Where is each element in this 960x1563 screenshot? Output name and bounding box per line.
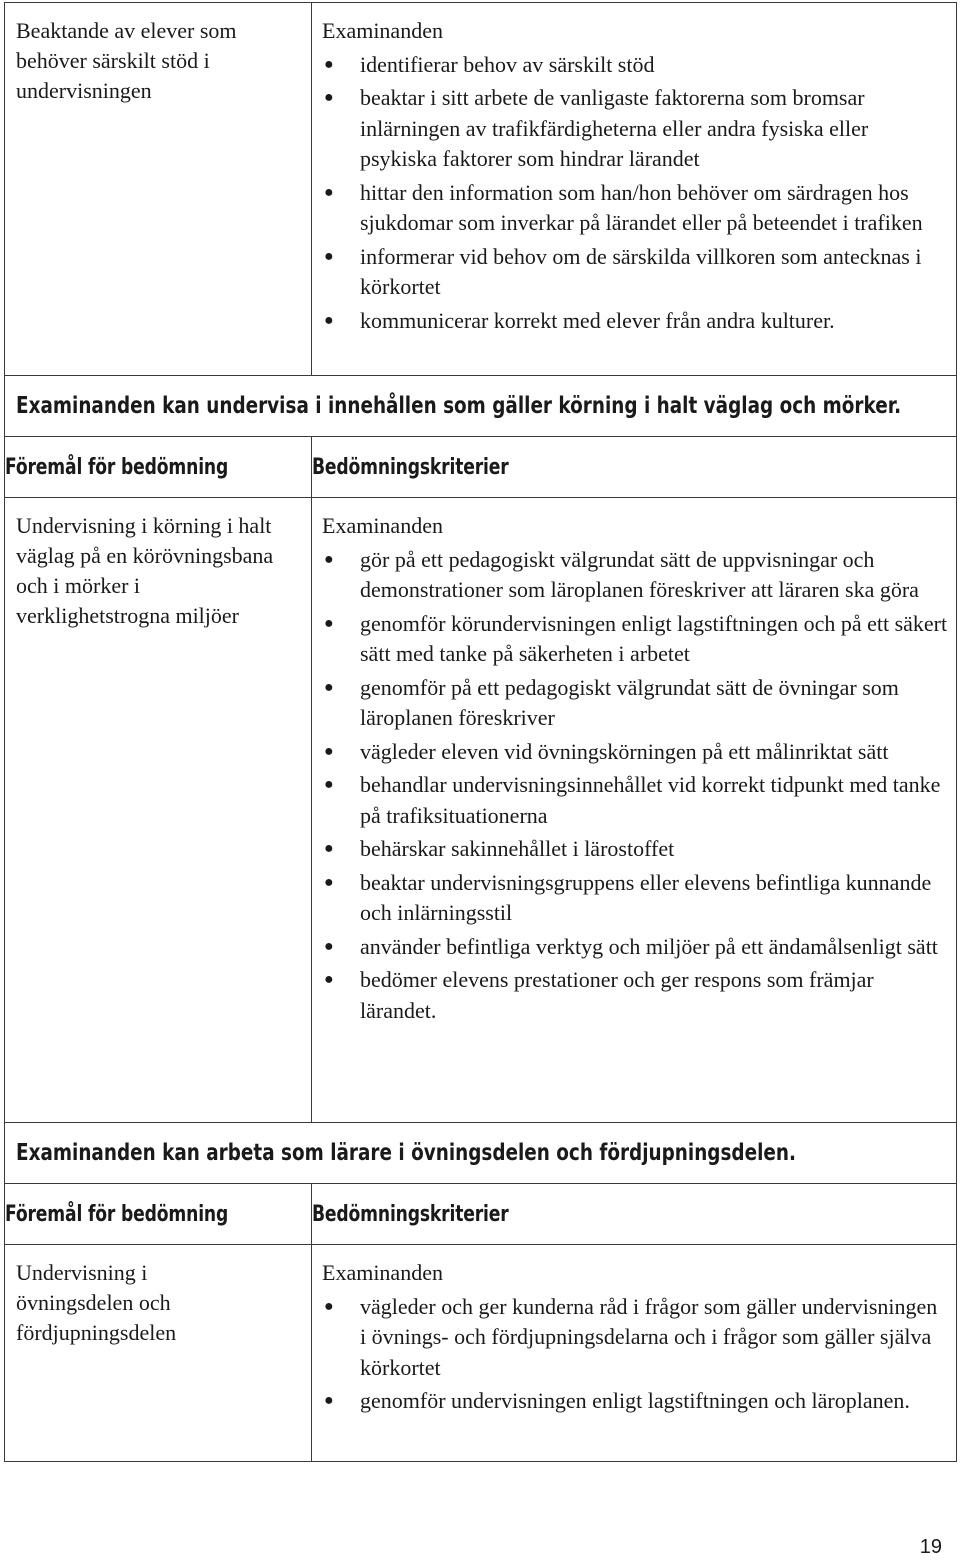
bullet-icon: ● <box>324 55 334 73</box>
bullet-icon: ● <box>324 1297 334 1315</box>
criteria-item: ● bedömer elevens prestationer och ger respons som främjar lärandet. <box>324 967 874 1023</box>
criteria-item: ● kommunicerar korrekt med elever från andra kulturer. <box>322 306 948 337</box>
criteria-intro: Examinanden <box>322 513 443 538</box>
bullet-icon: ● <box>324 89 334 106</box>
section-title: Examinanden kan arbeta som lärare i övningsdelen och fördjupningsdelen. <box>16 1140 796 1166</box>
bullet-icon: ● <box>324 678 334 696</box>
column-header-criteria: Bedömningskriterier <box>312 454 509 480</box>
criteria-item: ● vägleder eleven vid övningskörningen på ett målinriktat sätt <box>322 737 948 768</box>
bullet-icon: ● <box>324 840 334 857</box>
criteria-item: ● identifierar behov av särskilt stöd <box>322 50 948 81</box>
header-row <box>5 1184 957 1245</box>
criteria-item: ● behandlar undervisningsinnehållet vid korrekt tidpunkt med tanke på trafiksituationerna <box>324 772 941 828</box>
criteria-list <box>322 1292 948 1417</box>
criteria-item: ● genomför körundervisningen enligt lagstiftningen och på ett säkert sätt med tanke på säkerheten i arbetet <box>324 610 948 666</box>
column-header-object: Föremål för bedömning <box>5 454 229 480</box>
block1-row <box>5 3 957 376</box>
criteria-cell <box>312 3 956 344</box>
criteria-item: ● beaktar undervisningsgruppens eller elevens befintliga kunnande och inlärningsstil <box>324 869 932 925</box>
block2-row <box>5 498 957 1123</box>
section-title-row <box>5 376 957 437</box>
header-row <box>5 437 957 498</box>
bullet-icon: ● <box>324 247 334 265</box>
criteria-item: ● genomför undervisningen enligt lagstiftningen och läroplanen. <box>322 1386 948 1417</box>
bullet-icon: ● <box>324 614 334 632</box>
criteria-item: ● informerar vid behov om de särskilda villkoren som antecknas i körkortet <box>324 243 922 299</box>
criteria-item: ● genomför på ett pedagogiskt välgrundat sätt de övningar som läroplanen föreskriver <box>324 674 899 730</box>
section-title: Examinanden kan undervisa i innehållen som gäller körning i halt väglag och mörker. <box>16 393 902 419</box>
bullet-icon: ● <box>324 971 334 988</box>
bullet-icon: ● <box>324 937 334 955</box>
bullet-icon: ● <box>324 550 334 568</box>
bullet-icon: ● <box>324 1392 334 1409</box>
assessment-object: Beaktande av elever som behöver särskilt stöd i undervisningen <box>16 18 237 103</box>
assessment-object: Undervisning i övningsdelen och fördjupningsdelen <box>16 1260 177 1345</box>
criteria-item: ● gör på ett pedagogiskt välgrundat sätt de uppvisningar och demonstrationer som läroplanen föreskriver att läraren ska göra <box>324 546 919 602</box>
criteria-item: ● använder befintliga verktyg och miljöer på ett ändamålsenligt sätt <box>322 932 948 963</box>
page-number: 19 <box>919 1536 942 1558</box>
criteria-item: ● beaktar i sitt arbete de vanligaste faktorerna som bromsar inlärningen av trafikfärdigheterna eller andra fysiska eller psykiska faktorer som hindrar lärandet <box>324 85 869 171</box>
bullet-icon: ● <box>324 183 334 201</box>
criteria-item: ● hittar den information som han/hon behöver om särdragen hos sjukdomar som inverkar på lärandet eller på beteendet i trafiken <box>324 179 923 235</box>
criteria-item: ● vägleder och ger kunderna råd i frågor som gäller undervisningen i övnings- och fördjupningsdelarna och i frågor som gäller själva körkortet <box>324 1293 938 1380</box>
column-header-object: Föremål för bedömning <box>5 1201 229 1227</box>
assessment-object: Undervisning i körning i halt väglag på en körövningsbana och i mörker i verklighetstrogna miljöer <box>16 513 274 628</box>
block3-row <box>5 1245 957 1462</box>
bullet-icon: ● <box>324 776 334 793</box>
criteria-list <box>322 50 948 337</box>
criteria-intro: Examinanden <box>322 18 443 43</box>
criteria-list <box>322 545 948 1027</box>
bullet-icon: ● <box>324 742 334 760</box>
criteria-item: ● behärskar sakinnehållet i lärostoffet <box>322 834 948 865</box>
section-title-row <box>5 1123 957 1184</box>
bullet-icon: ● <box>324 311 334 329</box>
criteria-cell <box>312 1245 956 1425</box>
bullet-icon: ● <box>324 873 334 891</box>
assessment-table <box>4 2 957 1462</box>
criteria-cell <box>312 498 956 1034</box>
criteria-intro: Examinanden <box>322 1260 443 1285</box>
column-header-criteria: Bedömningskriterier <box>312 1201 509 1227</box>
